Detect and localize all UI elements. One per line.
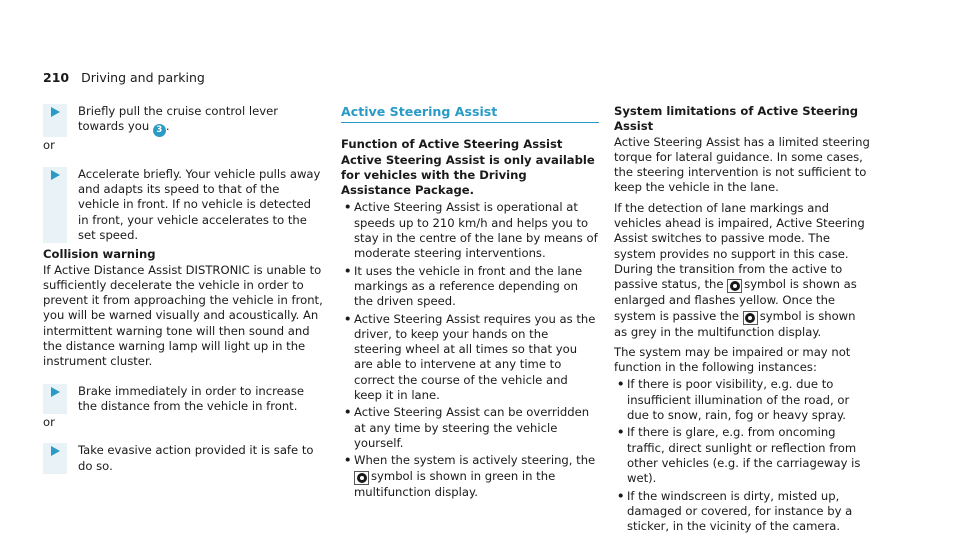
section-title: Driving and parking <box>81 70 205 85</box>
arrow-icon <box>51 446 60 456</box>
limitations-title: System limitations of Active Steering Assist <box>614 104 859 134</box>
step-text: Brake immediately in order to increase the distance from the vehicle in front. <box>78 383 305 413</box>
step-text-part: Briefly pull the cruise control lever towards you <box>78 104 279 134</box>
number-badge: 3 <box>153 124 166 137</box>
list-item <box>341 453 599 500</box>
arrow-icon <box>51 387 60 397</box>
paragraph: The system may be impaired or may not function in the following instances: <box>614 344 851 375</box>
steering-assist-icon <box>354 471 369 485</box>
step-text <box>67 104 323 137</box>
arrow-icon <box>51 170 60 180</box>
step-text-part: . <box>165 119 170 134</box>
arrow-icon <box>51 107 60 117</box>
list-item <box>614 425 870 486</box>
availability-note: Active Steering Assist is only available for vehicles with the Driving Assistance Package. <box>341 152 595 198</box>
bullet-icon: • <box>344 311 352 326</box>
list-item-text: Active Steering Assist requires you as the driver, to keep your hands on the steering wheel at all times so that you are able to intervene at any time to correct the course of the vehicle and keep it in lane. <box>354 311 596 403</box>
bullet-icon: • <box>617 425 625 440</box>
text-part: When the system is actively steering, the <box>354 453 596 468</box>
step-arrow-bar <box>43 104 67 137</box>
instruction-step <box>43 384 323 415</box>
step-arrow-bar <box>43 443 67 474</box>
text-part: symbol is shown as grey in the multifunction display. <box>614 308 856 339</box>
list-item-text: If there is poor visibility, e.g. due to insufficient illumination of the road, or due to snow, rain, fog or heavy spray. <box>627 377 850 423</box>
right-column <box>614 104 870 533</box>
bullet-icon: • <box>617 488 625 503</box>
list-item <box>614 489 870 533</box>
list-item-text: If the windscreen is dirty, misted up, damaged or covered, for instance by a sticker, in the vicinity of the camera. <box>627 488 853 533</box>
list-item <box>614 377 870 423</box>
step-text: Take evasive action provided it is safe to do so. <box>78 443 314 473</box>
bullet-icon: • <box>344 405 352 420</box>
instruction-step <box>43 443 323 474</box>
list-item <box>341 405 599 451</box>
section-heading: Active Steering Assist <box>341 104 599 123</box>
step-arrow-bar <box>43 167 67 243</box>
text-part: symbol is shown as enlarged and flashes yellow. Once the system is passive the <box>614 277 857 323</box>
bullet-icon: • <box>344 453 352 468</box>
text-part: symbol is shown in green in the multifunction display. <box>354 468 556 499</box>
list-item-text: It uses the vehicle in front and the lane markings as a reference depending on the driven speed. <box>354 263 583 309</box>
instruction-step <box>43 104 323 137</box>
list-item <box>341 312 599 404</box>
list-item-text <box>354 453 599 500</box>
list-item-text: If there is glare, e.g. from oncoming traffic, direct sunlight or reflection from other vehicles (e.g. if the carriageway is wet). <box>627 425 861 486</box>
step-text: Accelerate briefly. Your vehicle pulls away and adapts its speed to that of the vehicle in front. If no vehicle is detected in front, your vehicle accelerates to the set speed. <box>78 166 321 242</box>
paragraph: Active Steering Assist has a limited steering torque for lateral guidance. In some cases, the steering intervention is not sufficient to keep the vehicle in the lane. <box>614 134 870 195</box>
step-arrow-bar <box>43 384 67 415</box>
warning-title: Collision warning <box>43 247 156 262</box>
bullet-icon: • <box>344 200 352 215</box>
left-column <box>43 104 323 475</box>
warning-text: If Active Distance Assist DISTRONIC is unable to sufficiently decelerate the vehicle in order to prevent it from approaching the vehicle in front, you will be warned visually and acoustically. An intermittent warning tone will then sound and the distance warning lamp will light up in the instrument cluster. <box>43 262 323 369</box>
list-item <box>341 264 599 310</box>
function-title: Function of Active Steering Assist <box>341 137 563 152</box>
page-header <box>43 70 205 85</box>
or-label: or <box>43 138 55 153</box>
list-item <box>341 200 599 261</box>
steering-assist-icon <box>743 311 758 325</box>
instruction-step <box>43 167 323 243</box>
text-part: If the detection of lane markings and vehicles ahead is impaired, Active Steering Assist switches to passive mode. The system provides no support in this case. During the transition from the active to passive status, the <box>614 200 865 292</box>
steering-assist-icon <box>727 279 742 293</box>
list-item-text: Active Steering Assist is operational at speeds up to 210 km/h and helps you to stay in the centre of the lane by means of moderate steering interventions. <box>354 200 598 261</box>
or-label: or <box>43 415 55 430</box>
list-item-text: Active Steering Assist can be overridden at any time by steering the vehicle yourself. <box>354 405 590 450</box>
paragraph <box>614 201 870 340</box>
page-number: 210 <box>43 70 70 85</box>
middle-column <box>341 104 599 500</box>
bullet-icon: • <box>344 263 352 278</box>
bullet-icon: • <box>617 377 625 392</box>
